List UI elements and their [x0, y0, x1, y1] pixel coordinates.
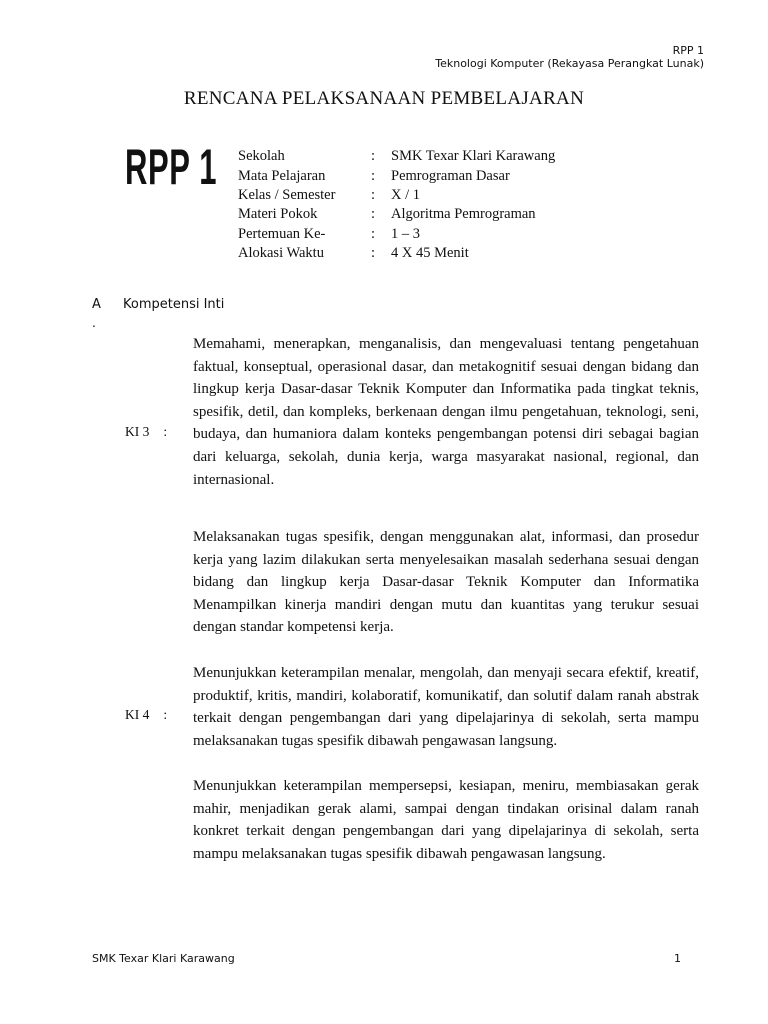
- ki4-label: [125, 707, 167, 723]
- section-title: Kompetensi Inti: [123, 297, 225, 312]
- info-value: Algoritma Pemrograman: [391, 206, 536, 222]
- info-label: Sekolah: [238, 148, 285, 164]
- ki3-code: KI 3: [125, 424, 150, 439]
- info-colon: :: [371, 168, 376, 184]
- info-colon: :: [371, 187, 376, 203]
- ki4-paragraph-1: Menunjukkan keterampilan menalar, mengolah, dan menyaji secara efektif, kreatif, produktif, kritis, mandiri, kolaboratif, komunikatif, dan solutif dalam ranah abstrak terkait dengan pengembangan dari yang dipelajarinya di sekolah, serta mampu melaksanakan tugas spesifik dibawah pengawasan langsung.: [193, 665, 699, 749]
- section-dot: .: [92, 316, 96, 330]
- ki4-paragraph-2: Menunjukkan keterampilan mempersepsi, kesiapan, meniru, membiasakan gerak mahir, menjadikan gerak alami, sampai dengan tindakan orisinal dalam ranah konkret terkait dengan pengembangan dari yang dipelajarinya di sekolah, serta mampu melaksanakan tugas spesifik dibawah pengawasan langsung.: [193, 778, 699, 862]
- info-value: X / 1: [391, 187, 420, 203]
- ki4-colon: :: [163, 707, 168, 722]
- ki3-paragraph-2: Melaksanakan tugas spesifik, dengan menggunakan alat, informasi, dan prosedur kerja yang lazim dilakukan serta menyelesaikan masalah sederhana sesuai dengan bidang dan lingkup kerja Dasar-dasar Teknik Komputer dan Informatika Menampilkan kinerja mandiri dengan mutu dan kuantitas yang terukur sesuai dengan standar kompetensi kerja.: [193, 529, 699, 636]
- rpp-logo: RPP 1: [125, 139, 218, 195]
- ki4-code: KI 4: [125, 707, 150, 722]
- info-colon: :: [371, 148, 376, 164]
- page-number: 1: [674, 952, 681, 965]
- info-label: Pertemuan Ke-: [238, 226, 326, 242]
- header-rpp-label: RPP 1: [672, 44, 704, 57]
- info-label: Materi Pokok: [238, 206, 318, 222]
- info-colon: :: [371, 245, 376, 261]
- section-letter: A: [92, 297, 101, 312]
- document-title: RENCANA PELAKSANAAN PEMBELAJARAN: [183, 88, 585, 109]
- info-value: SMK Texar Klari Karawang: [391, 148, 556, 164]
- info-value: Pemrograman Dasar: [391, 168, 510, 184]
- info-value: 1 – 3: [391, 226, 420, 242]
- ki3-paragraph-1: Memahami, menerapkan, menganalisis, dan mengevaluasi tentang pengetahuan faktual, konseptual, operasional dasar, dan metakognitif sesuai dengan bidang dan lingkup kerja Dasar-dasar Teknik Komputer dan Informatika pada tingkat teknis, spesifik, detil, dan kompleks, berkenaan dengan ilmu pengetahuan, teknologi, seni, budaya, dan humaniora dalam konteks pengembangan potensi diri sebagai bagian dari keluarga, sekolah, dunia kerja, warga masyarakat nasional, regional, dan internasional.: [193, 336, 699, 488]
- info-value: 4 X 45 Menit: [391, 245, 469, 261]
- footer-school: SMK Texar Klari Karawang: [92, 952, 235, 965]
- ki3-label: [125, 424, 167, 440]
- info-colon: :: [371, 206, 376, 222]
- header-subtitle: Teknologi Komputer (Rekayasa Perangkat Lunak): [435, 57, 704, 70]
- info-label: Mata Pelajaran: [238, 168, 326, 184]
- info-label: Alokasi Waktu: [238, 245, 324, 261]
- ki3-colon: :: [163, 424, 168, 439]
- info-colon: :: [371, 226, 376, 242]
- info-label: Kelas / Semester: [238, 187, 336, 203]
